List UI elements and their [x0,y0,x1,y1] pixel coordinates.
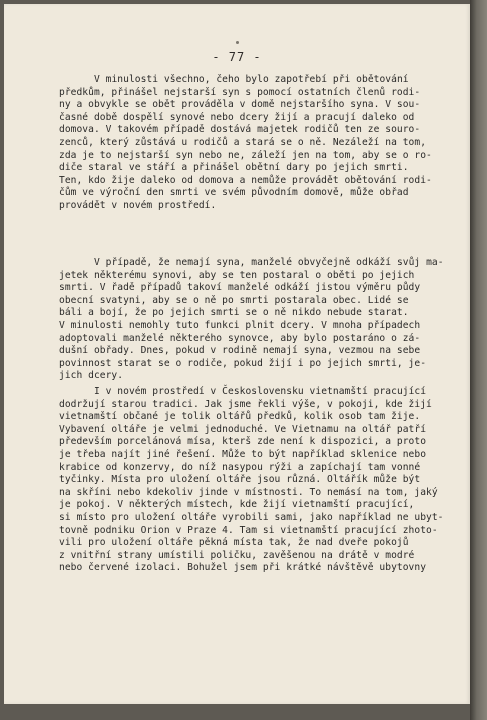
page-number: - 77 - [212,50,262,64]
text-line: dušní obřady. Dnes, pokud v rodině nemají syna, vezmou na sebe [59,345,421,357]
text-line: V případě, že nemají syna, manželé obvyčejně odkáží svůj ma- [94,257,444,268]
text-line: ny a obvykle se obět prováděla v domě nejstaršího syna. V sou- [59,99,421,111]
text-line: především porcelánová mísa, kterš zde není k dispozici, a proto [59,436,427,448]
page-edge-shadow [470,0,487,720]
text-line: dodržují starou tradici. Jak jsme řekli výše, v pokoji, kde žijí [59,398,432,410]
text-line: povinnost starat se o rodiče, pokud žijí i po jejich smrti, je- [59,357,427,369]
text-line: vietnamští občané je tolik oltářů předků, kolik osob tam žije. [59,411,421,423]
text-line: jetek některému synovi, aby se ten postaral o oběti po jejich [59,269,415,281]
text-line: čům ve výroční den smrti ve svém původním domově, může obřad [59,187,409,199]
text-line: tyčinky. Místa pro uložení oltáře jsou různá. Oltářík může být [59,474,421,486]
text-line: diče staral ve stáří a přinášel obětní dary po jejich smrti. [59,162,409,174]
text-line: obecní svatyni, aby se o ně po smrti postarala obec. Lidé se [59,294,409,306]
body-text [4,4,470,704]
text-line: adoptovali manželé některého synovce, aby bylo postaráno o zá- [59,332,421,344]
text-line: tovně podniku Orion v Praze 4. Tam si vietnamští pracující zhoto- [59,524,438,536]
text-line: si místo pro uložení oltáře vyrobili sami, jako například ne ubyt- [59,512,444,523]
text-line: I v novém prostředí v Československu vietnamští pracující [94,386,427,397]
text-line: V minulosti všechno, čeho bylo zapotřebí při obětování [94,74,409,85]
text-line: Vybavení oltáře je velmi jednoduché. Ve Vietnamu na oltář patří [59,423,427,435]
text-line: provádět v novém prostředí. [59,200,217,211]
text-line: na skříni nebo kdekoliv jinde v místnosti. To nemásí na tom, jaký [59,486,438,498]
text-line: je pokoj. V některých místech, kde žijí vietnamští pracující, [59,499,415,511]
text-line: krabice od konzervy, do níž nasypou rýži a zapíchají tam vonné [59,461,421,473]
text-line: zda je to nejstarší syn nebo ne, záleží jen na tom, aby se o ro- [59,149,432,161]
text-line: z vnitřní strany umístili poličku, zavěšenou na drátě v modré [59,549,415,561]
text-line: vili pro uložení oltáře pěkná místa tak, že nad dveře pokojů [59,537,409,549]
text-line: časné době dospělí synové nebo dcery žijí a pracují daleko od [59,111,415,123]
text-line: smrti. V řadě případů takoví manželé odkáží jistou výměru půdy [59,282,421,294]
document-page [4,4,470,704]
text-line: V minulosti nemohly tuto funkci plnit dcery. V mnoha případech [59,320,421,331]
text-line: je třeba najít jiné řešení. Může to být například sklenice nebo [59,449,427,460]
text-line: Ten, kdo žije daleko od domova a nemůže provádět obětování rodi- [59,174,432,186]
text-line: domova. V takovém případě dostává majetek rodičů ten ze souro- [59,124,421,136]
text-line: nebo červené izolaci. Bohužel jsem při krátké návštěvě ubytovny [59,562,427,574]
text-line: zenců, který zůstává u rodičů a stará se o ně. Nezáleží na tom, [59,137,427,148]
text-line: báli a bojí, že po jejich smrti se o ně nikdo nebude starat. [59,307,409,319]
text-line: jich dcery. [59,370,124,382]
text-line: předkům, přinášel nejstarší syn s pomocí ostatních členů rodi- [59,86,421,98]
